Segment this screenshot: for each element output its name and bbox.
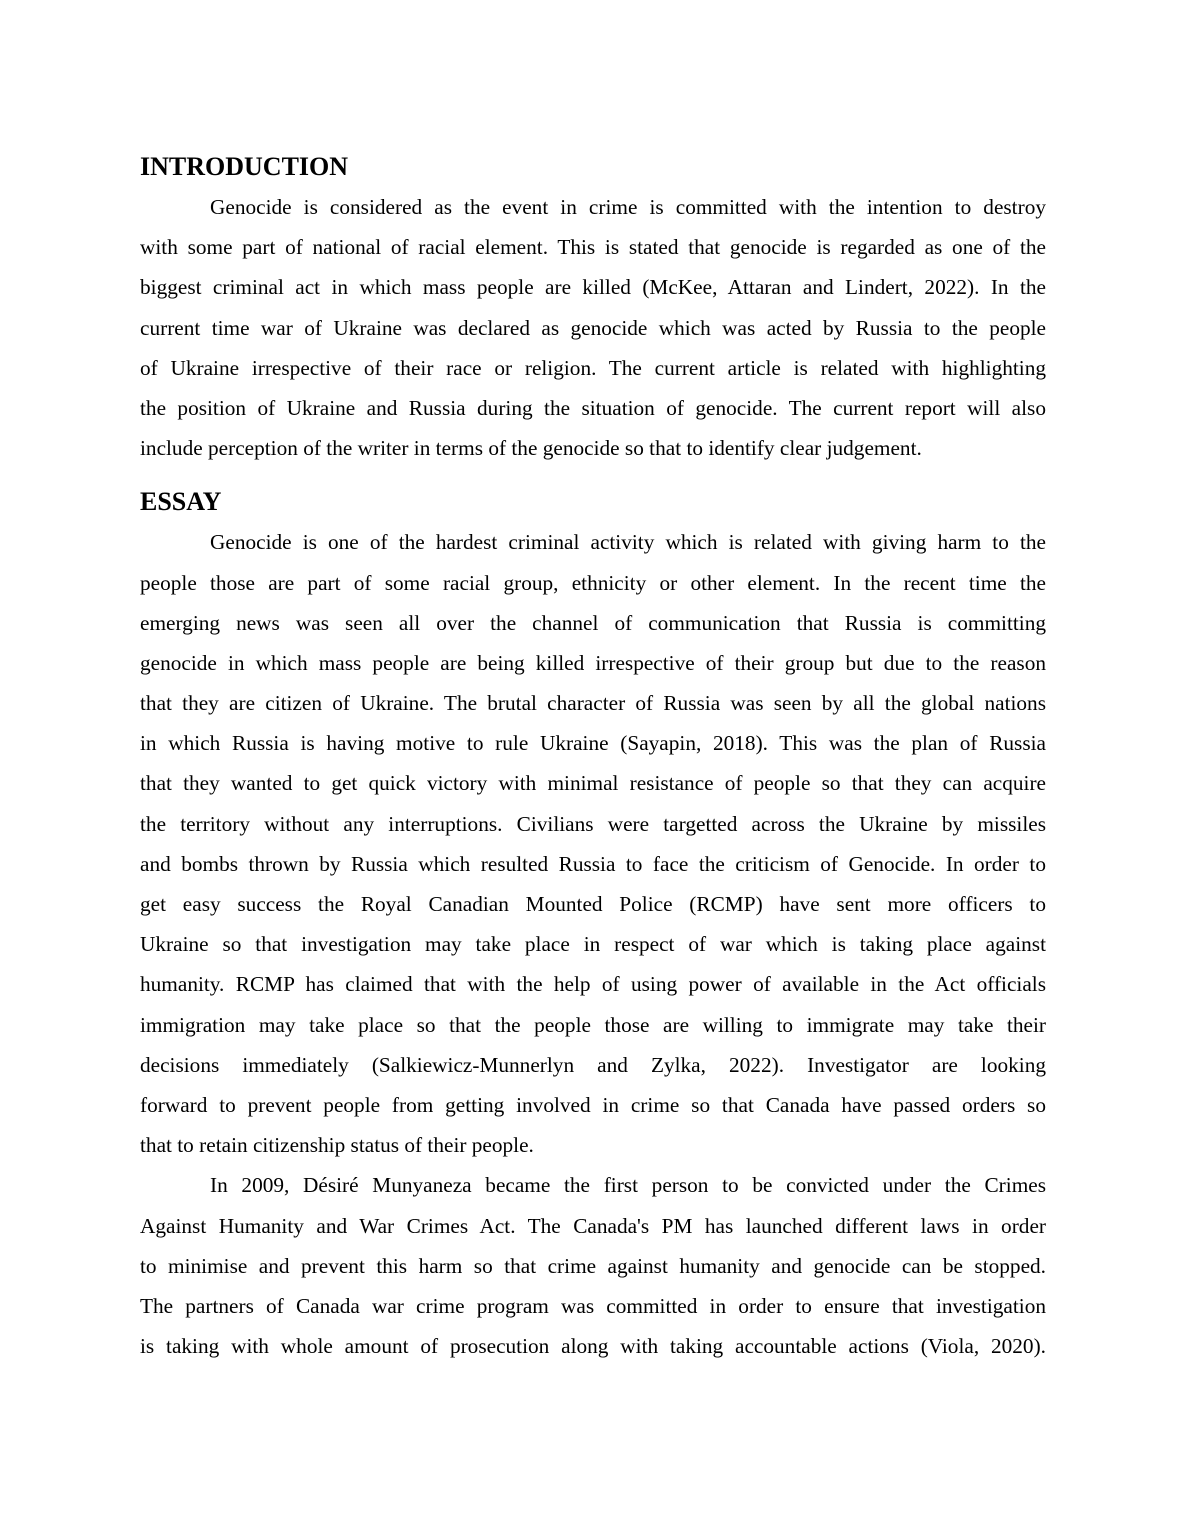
text-line: the position of Ukraine and Russia during the situation of genocide. The current report will also bbox=[140, 395, 1046, 420]
text-line: get easy success the Royal Canadian Mounted Police (RCMP) have sent more officers to bbox=[140, 892, 1046, 916]
text-line: is taking with whole amount of prosecution along with taking accountable actions (Viola, 2020). bbox=[140, 1334, 1046, 1359]
text-line: genocide in which mass people are being killed irrespective of their group but due to the reason bbox=[140, 650, 1046, 675]
paragraph bbox=[140, 1165, 1046, 1366]
text-line: decisions immediately (Salkiewicz-Munnerlyn and Zylka, 2022). Investigator are looking bbox=[140, 1052, 1046, 1077]
text-line: people those are part of some racial group, ethnicity or other element. In the recent time the bbox=[140, 570, 1046, 595]
text-line: with some part of national of racial element. This is stated that genocide is regarded as one of the bbox=[140, 235, 1046, 260]
text-line: forward to prevent people from getting involved in crime so that Canada have passed orders so bbox=[140, 1092, 1046, 1117]
paragraph bbox=[140, 522, 1046, 1165]
text-line: of Ukraine irrespective of their race or religion. The current article is related with highlighting bbox=[140, 355, 1046, 380]
text-line: to minimise and prevent this harm so that crime against humanity and genocide can be stopped. bbox=[140, 1253, 1046, 1278]
paragraph bbox=[140, 187, 1046, 468]
text-line: Genocide is one of the hardest criminal activity which is related with giving harm to the bbox=[210, 530, 1046, 555]
document-page bbox=[140, 147, 1046, 1366]
text-line: the territory without any interruptions. Civilians were targetted across the Ukraine by missiles bbox=[140, 811, 1046, 836]
text-line: humanity. RCMP has claimed that with the help of using power of available in the Act officials bbox=[140, 972, 1046, 997]
text-line: that they are citizen of Ukraine. The brutal character of Russia was seen by all the global nations bbox=[140, 691, 1046, 716]
text-line: in which Russia is having motive to rule Ukraine (Sayapin, 2018). This was the plan of Russia bbox=[140, 731, 1046, 756]
text-line: In 2009, Désiré Munyaneza became the first person to be convicted under the Crimes bbox=[210, 1173, 1046, 1198]
text-line: biggest criminal act in which mass people are killed (McKee, Attaran and Lindert, 2022). In the bbox=[140, 275, 1046, 300]
text-line: include perception of the writer in terms of the genocide so that to identify clear judgement. bbox=[140, 436, 922, 461]
text-line: Ukraine so that investigation may take place in respect of war which is taking place against bbox=[140, 932, 1046, 957]
text-line: emerging news was seen all over the channel of communication that Russia is committing bbox=[140, 610, 1046, 635]
section-heading: ESSAY bbox=[140, 487, 222, 517]
text-line: Genocide is considered as the event in crime is committed with the intention to destroy bbox=[210, 195, 1046, 219]
text-line: The partners of Canada war crime program was committed in order to ensure that investigation bbox=[140, 1293, 1046, 1318]
text-line: Against Humanity and War Crimes Act. The Canada's PM has launched different laws in order bbox=[140, 1213, 1046, 1238]
text-line: that to retain citizenship status of their people. bbox=[140, 1133, 534, 1158]
text-line: current time war of Ukraine was declared as genocide which was acted by Russia to the people bbox=[140, 315, 1046, 340]
section-heading: INTRODUCTION bbox=[140, 152, 349, 181]
text-line: that they wanted to get quick victory with minimal resistance of people so that they can acquire bbox=[140, 771, 1046, 796]
text-line: immigration may take place so that the people those are willing to immigrate may take their bbox=[140, 1012, 1046, 1037]
text-line: and bombs thrown by Russia which resulted Russia to face the criticism of Genocide. In order to bbox=[140, 851, 1046, 876]
